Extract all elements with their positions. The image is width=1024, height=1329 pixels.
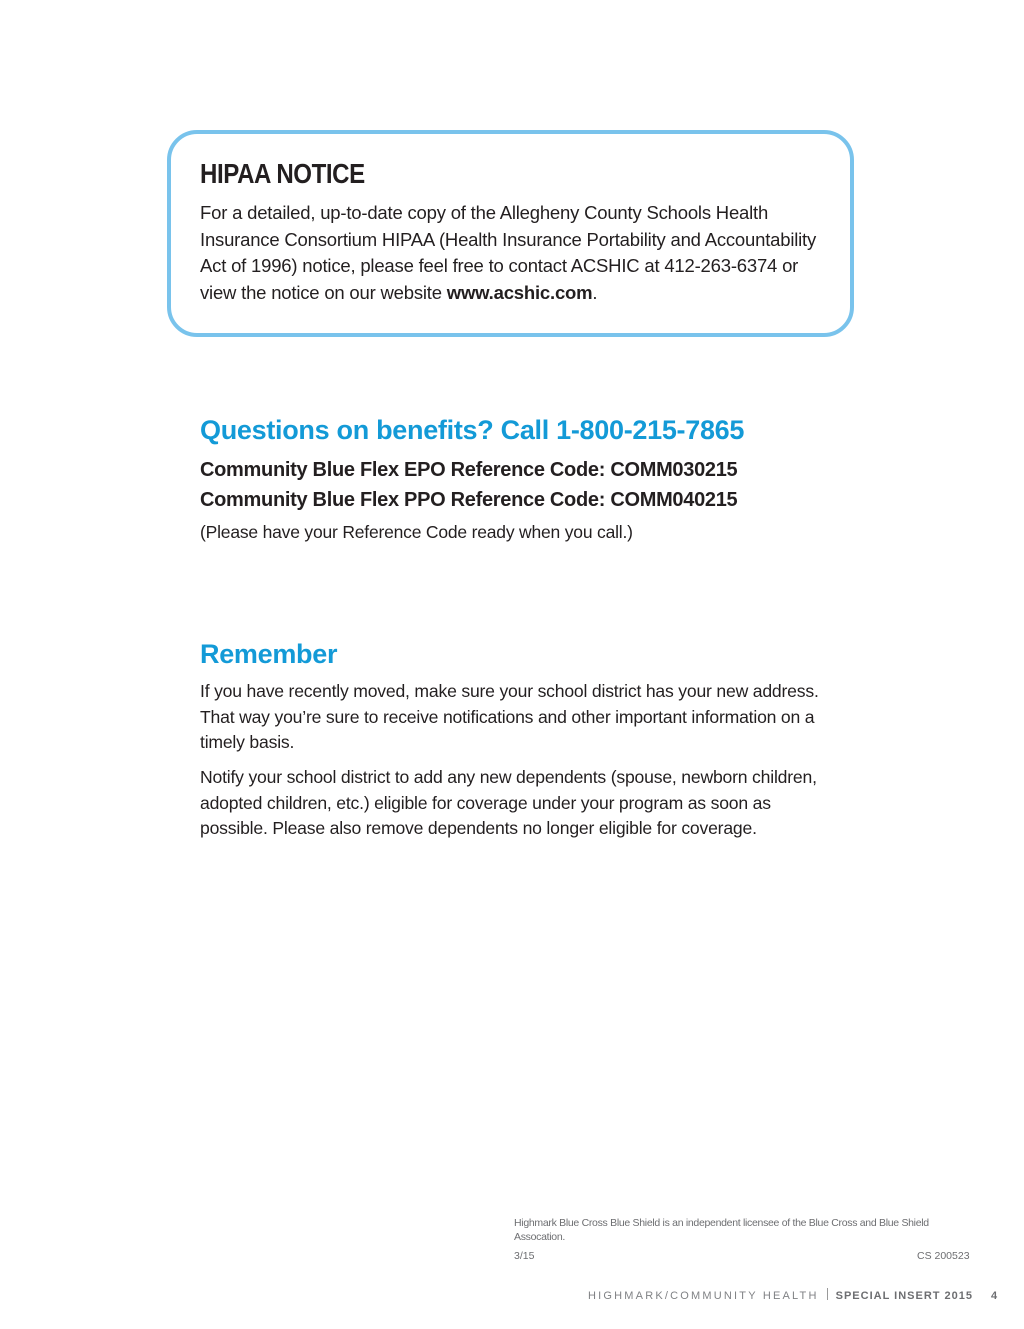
hipaa-notice-trailing: . [592, 282, 598, 304]
footer-brand: HIGHMARK/COMMUNITY HEALTH [588, 1290, 819, 1302]
footer-insert-title: SPECIAL INSERT 2015 [835, 1290, 974, 1302]
remember-paragraph-moved: If you have recently moved, make sure your school district has your new address. That way you’re sure to receive notifications and other important information on a timely basis. [200, 681, 819, 752]
reference-code-note: (Please have your Reference Code ready when you call.) [200, 522, 633, 542]
questions-heading: Questions on benefits? Call 1-800-215-7865 [200, 415, 745, 445]
date-code: 3/15 [514, 1250, 535, 1262]
licensee-disclaimer: Highmark Blue Cross Blue Shield is an independent licensee of the Blue Cross and Blue Shield Assocation. [514, 1217, 929, 1243]
website-link[interactable]: www.acshic.com [446, 282, 593, 304]
page-number: 4 [991, 1290, 998, 1302]
hipaa-notice-title: HIPAA NOTICE [200, 158, 365, 189]
form-code: CS 200523 [917, 1250, 970, 1262]
hipaa-notice-body [200, 200, 820, 307]
remember-heading: Remember [200, 639, 338, 669]
page-footer [588, 1288, 997, 1302]
hipaa-notice-text: For a detailed, up-to-date copy of the Allegheny County Schools Health Insurance Consortium HIPAA (Health Insurance Portability and Accountability Act of 1996) notice, please feel free to contact ACSHIC at 412-263-6374 or view the notice on our website [200, 202, 817, 304]
footer-divider [827, 1288, 828, 1300]
ppo-reference-code: Community Blue Flex PPO Reference Code: COMM040215 [200, 489, 738, 511]
epo-reference-code: Community Blue Flex EPO Reference Code: COMM030215 [200, 459, 738, 481]
remember-paragraph-dependents: Notify your school district to add any new dependents (spouse, newborn children, adopted children, etc.) eligible for coverage under your program as soon as possible. Please also remove dependents no longer eligible for coverage. [200, 767, 817, 838]
